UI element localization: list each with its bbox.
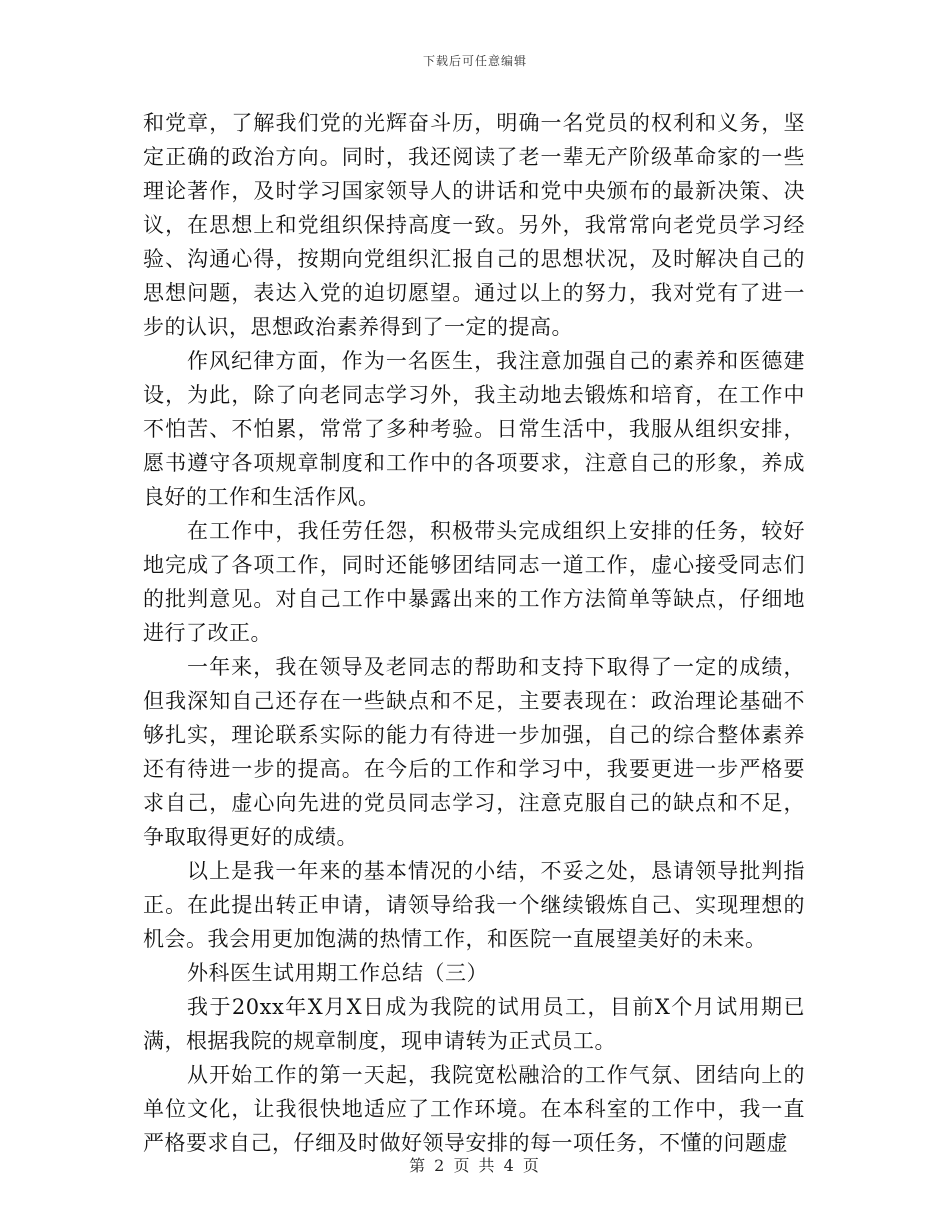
paragraph-7: 从开始工作的第一天起，我院宽松融洽的工作气氛、团结向上的单位文化，让我很快地适应了工作环境。在本科室的工作中，我一直严格要求自己，仔细及时做好领导安排的每一项任务，不懂的问题虚 — [143, 1063, 805, 1155]
paragraph-4: 一年来，我在领导及老同志的帮助和支持下取得了一定的成绩，但我深知自己还存在一些缺点和不足，主要表现在：政治理论基础不够扎实，理论联系实际的能力有待进一步加强，自己的综合整体素养还有待进一步的提高。在今后的工作和学习中，我要更进一步严格要求自己，虚心向先进的党员同志学习，注意克服自己的缺点和不足，争取取得更好的成绩。 — [143, 655, 805, 849]
paragraph-5: 以上是我一年来的基本情况的小结，不妥之处，恳请领导批判指正。在此提出转正申请，请领导给我一个继续锻炼自己、实现理想的机会。我会用更加饱满的热情工作，和医院一直展望美好的未来。 — [143, 859, 805, 951]
section-heading: 外科医生试用期工作总结（三） — [187, 961, 488, 985]
header-note: 下载后可任意编辑 — [422, 54, 527, 68]
paragraph-2: 作风纪律方面，作为一名医生，我注意加强自己的素养和医德建设，为此，除了向老同志学习外，我主动地去锻炼和培育，在工作中不怕苦、不怕累，常常了多种考验。日常生活中，我服从组织安排，愿书遵守各项规章制度和工作中的各项要求，注意自己的形象，养成良好的工作和生活作风。 — [143, 349, 805, 509]
page-number-footer: 第 2 页 共 4 页 — [409, 1156, 541, 1175]
document-body — [143, 106, 805, 1160]
paragraph-3: 在工作中，我任劳任怨，积极带头完成组织上安排的任务，较好地完成了各项工作，同时还能够团结同志一道工作，虚心接受同志们的批判意见。对自己工作中暴露出来的工作方法简单等缺点，仔细地进行了改正。 — [143, 519, 805, 645]
paragraph-6: 我于20xx年X月X日成为我院的试用员工，目前X个月试用期已满，根据我院的规章制度，现申请转为正式员工。 — [143, 995, 805, 1053]
paragraph-1: 和党章，了解我们党的光辉奋斗历，明确一名党员的权利和义务，坚定正确的政治方向。同时，我还阅读了老一辈无产阶级革命家的一些理论著作，及时学习国家领导人的讲话和党中央颁布的最新决策、决议，在思想上和党组织保持高度一致。另外，我常常向老党员学习经验、沟通心得，按期向党组织汇报自己的思想状况，及时解决自己的思想问题，表达入党的迫切愿望。通过以上的努力，我对党有了进一步的认识，思想政治素养得到了一定的提高。 — [143, 111, 805, 339]
